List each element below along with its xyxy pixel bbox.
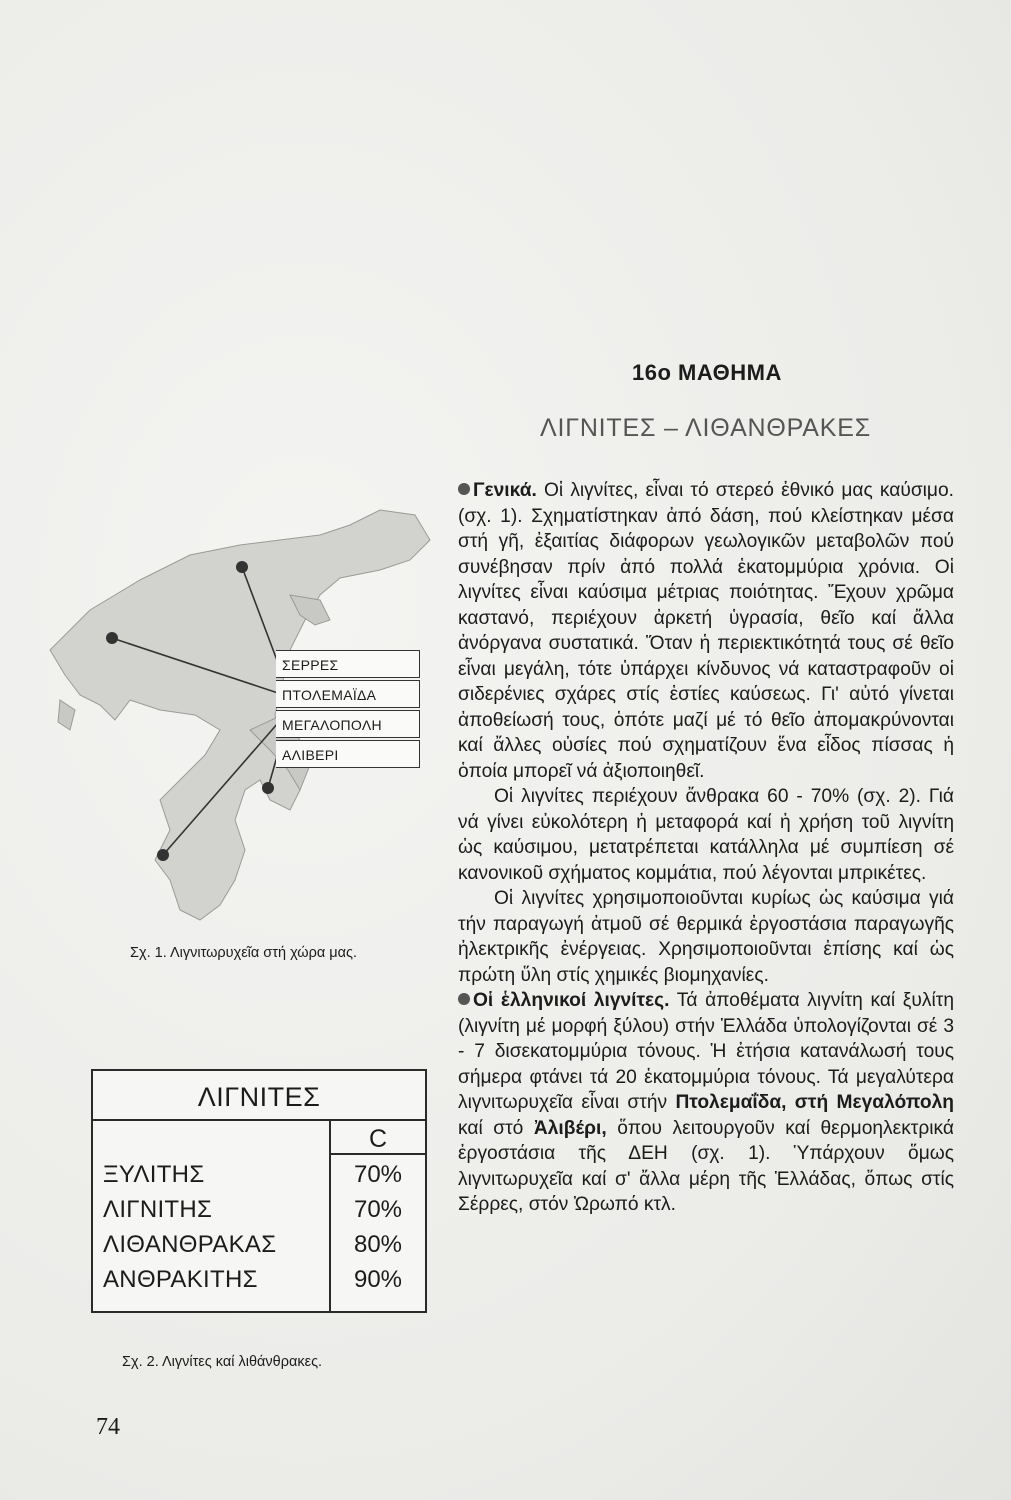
lesson-title: ΛΙΓΝΙΤΕΣ – ΛΙΘΑΝΘΡΑΚΕΣ [540,414,871,442]
figure2-caption: Σχ. 2. Λιγνίτες καί λιθάνθρακες. [122,1354,323,1370]
map-label-ptolemaida: ΠΤΟΛΕΜΑΪΔΑ [276,680,420,708]
paragraph-uses: Οἱ λιγνίτες χρησιμοποιοῦνται κυρίως ὡς καύσιμα γιά τήν παραγωγή ἀτμοῦ σέ θερμικά ἐργοστάσια παραγωγῆς ἠλεκτρικῆς ἐνέργειας. Χρησιμοποιοῦνται ἐπίσης καί ὡς πρώτη ὕλη στίς χημικές βιομηχανίες. [458,888,954,986]
mine-dot-serres [236,561,248,573]
paragraph-greek-lignites [458,988,954,1218]
table-row-value: 80% [353,1231,403,1258]
table-row-value: 90% [353,1266,403,1293]
lead-general: Γενικά. [473,480,537,501]
body-text [458,478,954,1218]
table-row-name: ΛΙΓΝΙΤΗΣ [103,1196,213,1223]
table-row-name: ΛΙΘΑΝΘΡΑΚΑΣ [103,1231,277,1258]
text-ptolemaida: Πτολεμαΐδα, στή Μεγαλόπολη [675,1092,954,1113]
lead-greek-lignites: Οἱ ἑλληνικοί λιγνίτες. [473,990,670,1011]
table-title: ΛΙΓΝΙΤΕΣ [93,1071,425,1121]
page-number: 74 [96,1414,120,1440]
text-and: καί στό [458,1117,534,1139]
paragraph-carbon: Οἱ λιγνίτες περιέχουν ἄνθρακα 60 - 70% (σχ. 2). Γιά νά γίνει εὐκολότερη ἡ μεταφορά καί ἡ χρήση τοῦ λιγνίτη ὡς καύσιμου, μετατρέπεται κατάλληλα μέ συμπίεση σέ κανονικοῦ σχήματος κομμάτια, πού λέγονται μπρικέτες. [458,786,954,884]
map-label-aliveri: ΑΛΙΒΕΡΙ [276,740,420,768]
bullet-icon [458,483,470,495]
text-reserves: Τά ἀποθέματα λιγνίτη καί ξυλίτη (λιγνίτη μέ μορφή ξύλου) στήν Ἑλλάδα ὑπολογίζονται σέ 3 - 7 δισεκατομμύρια τόνους. Ἡ ἐτήσια κατανάλωσή τους σήμερα φτάνει τά 20 ἑκατομμύρια τόνους. Τά μεγαλύτερα λιγνιτωρυχεῖα εἶναι στήν [458,990,955,1113]
carbon-content-table [91,1069,427,1313]
mine-dot-megalopoli [157,849,169,861]
map-label-megalopoli: ΜΕΓΑΛΟΠΟΛΗ [276,710,420,738]
text-other-mines: ὅπου λειτουργοῦν καί θερμοηλεκτρικά ἐργοστάσια τῆς ΔΕΗ (σχ. 1). Ὑπάρχουν ὅμως λιγνιτωρυχεῖα καί σ' ἄλλα μέρη τῆς Ἑλλάδας, ὅπως στίς Σέρρες, στόν Ὠρωπό κτλ. [458,1117,954,1215]
figure1-caption: Σχ. 1. Λιγνιτωρυχεῖα στή χώρα μας. [130,945,358,961]
table-row-name: ΞΥΛΙΤΗΣ [103,1161,205,1188]
ionian-island-shape [58,700,75,730]
table-row-name: ΑΝΘΡΑΚΙΤΗΣ [103,1266,258,1293]
table-row-value: 70% [353,1161,403,1188]
bullet-icon [458,993,470,1005]
lesson-header: 16ο ΜΑΘΗΜΑ [632,360,782,385]
map-label-serres: ΣΕΡΡΕΣ [276,650,420,678]
mine-dot-aliveri [262,782,274,794]
mine-dot-ptolemaida [106,632,118,644]
table-row-value: 70% [353,1196,403,1223]
text-aliveri: Ἀλιβέρι, [533,1117,607,1139]
table-column-header: C [331,1121,425,1155]
text-general: Οἱ λιγνίτες, εἶναι τό στερεό ἐθνικό μας καύσιμο. (σχ. 1). Σχηματίστηκαν ἀπό δάση, πού κλείστηκαν μέσα στή γῆ, ἐξαιτίας διάφορων γεωλογικῶν μεταβολῶν πού συνέβησαν πρίν ἀπό πολλά ἑκατομμύρια χρόνια. Οἱ λιγνίτες εἶναι καύσιμα μέτριας ποιότητας. Ἔχουν χρῶμα καστανό, περιέχουν ἀρκετή ὑγρασία, θεῖο καί ἄλλα ἀνόργανα συστατικά. Ὅταν ἡ περιεκτικότητά τους σέ θεῖο εἶναι μεγάλη, τότε ὑπάρχει κίνδυνος νά καταστραφοῦν οἱ σιδερένιες σχάρες στίς ἑστίες καύσεως. Γι' αὐτό γίνεται ἀποθείωσή τους, ὁπότε μαζί μέ τό θεῖο ἀπομακρύνονται καί ἄλλες οὐσίες πού σχηματίζουν ἕνα εἶδος πίσσας ἡ ὁποία μπορεῖ νά ἀξιοποιηθεῖ. [458,480,954,782]
greece-lignite-map [20,500,440,930]
paragraph-general [458,478,954,784]
